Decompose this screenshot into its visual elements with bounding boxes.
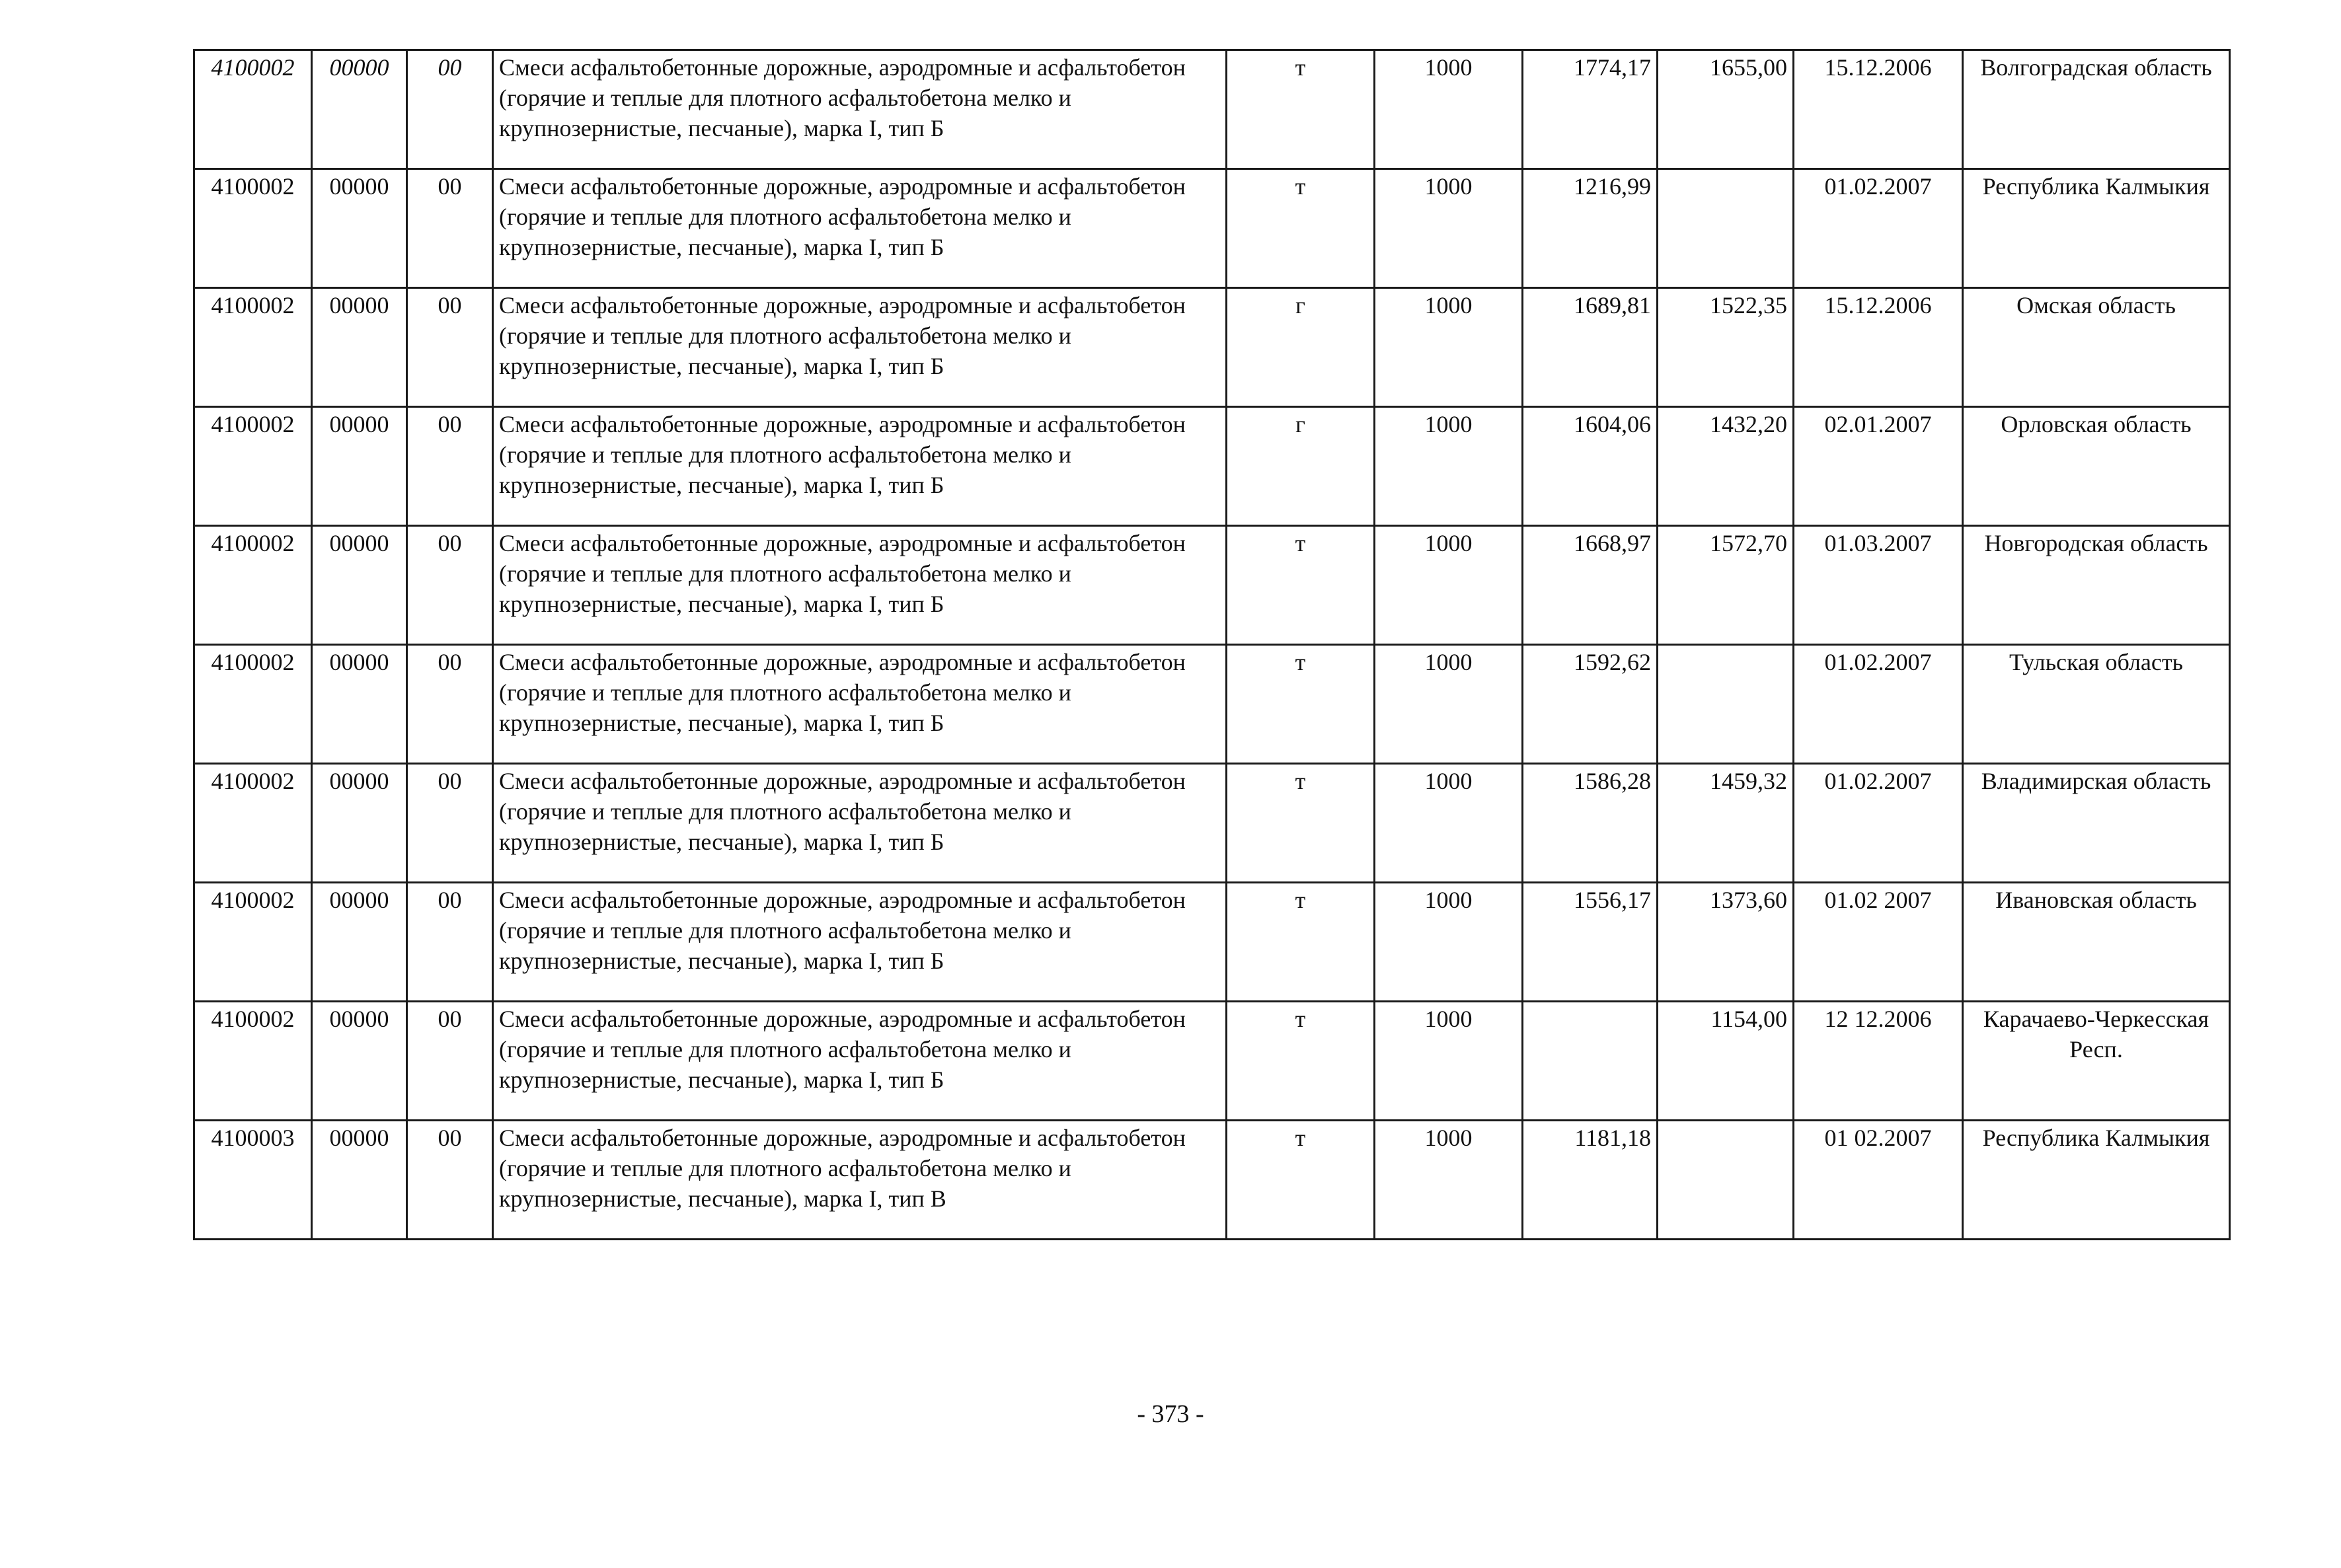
cell-price-2: 1572,70 bbox=[1658, 526, 1794, 645]
cell-group: 00 bbox=[407, 1002, 493, 1121]
cell-unit: т bbox=[1227, 526, 1375, 645]
cell-code: 4100003 bbox=[194, 1121, 312, 1240]
cell-quantity: 1000 bbox=[1375, 1002, 1523, 1121]
cell-group: 00 bbox=[407, 1121, 493, 1240]
cell-date: 01.02.2007 bbox=[1794, 645, 1963, 764]
cell-quantity: 1000 bbox=[1375, 764, 1523, 883]
cell-group: 00 bbox=[407, 288, 493, 407]
cell-unit: г bbox=[1227, 407, 1375, 526]
table-row bbox=[194, 526, 2230, 645]
cell-price-2 bbox=[1658, 169, 1794, 288]
cell-price-1: 1604,06 bbox=[1523, 407, 1658, 526]
cell-price-1: 1592,62 bbox=[1523, 645, 1658, 764]
cell-code: 4100002 bbox=[194, 407, 312, 526]
cell-region: Орловская область bbox=[1963, 407, 2230, 526]
cell-region: Республика Калмыкия bbox=[1963, 169, 2230, 288]
cell-region: Тульская область bbox=[1963, 645, 2230, 764]
cell-price-2: 1522,35 bbox=[1658, 288, 1794, 407]
cell-unit: т bbox=[1227, 1002, 1375, 1121]
cell-subcode: 00000 bbox=[312, 883, 407, 1002]
cell-region: Республика Калмыкия bbox=[1963, 1121, 2230, 1240]
cell-quantity: 1000 bbox=[1375, 883, 1523, 1002]
cell-unit: т bbox=[1227, 50, 1375, 169]
cell-price-2: 1655,00 bbox=[1658, 50, 1794, 169]
table-row bbox=[194, 288, 2230, 407]
cell-date: 15.12.2006 bbox=[1794, 288, 1963, 407]
cell-region: Омская область bbox=[1963, 288, 2230, 407]
cell-unit: т bbox=[1227, 645, 1375, 764]
cell-quantity: 1000 bbox=[1375, 407, 1523, 526]
cell-region: Волгоградская область bbox=[1963, 50, 2230, 169]
cell-region: Новгородская область bbox=[1963, 526, 2230, 645]
cell-group: 00 bbox=[407, 50, 493, 169]
cell-code: 4100002 bbox=[194, 288, 312, 407]
table-body bbox=[194, 50, 2230, 1240]
cell-unit: т bbox=[1227, 883, 1375, 1002]
cell-subcode: 00000 bbox=[312, 50, 407, 169]
cell-price-1 bbox=[1523, 1002, 1658, 1121]
cell-subcode: 00000 bbox=[312, 169, 407, 288]
cell-subcode: 00000 bbox=[312, 1002, 407, 1121]
cell-price-1: 1181,18 bbox=[1523, 1121, 1658, 1240]
cell-subcode: 00000 bbox=[312, 764, 407, 883]
cell-price-1: 1586,28 bbox=[1523, 764, 1658, 883]
cell-name: Смеси асфальтобетонные дорожные, аэродромные и асфальтобетон (горячие и теплые для плотного асфальтобетона мелко и крупнозернистые, песчаные), марка I, тип Б bbox=[493, 169, 1227, 288]
cell-quantity: 1000 bbox=[1375, 526, 1523, 645]
cell-quantity: 1000 bbox=[1375, 1121, 1523, 1240]
cell-name: Смеси асфальтобетонные дорожные, аэродромные и асфальтобетон (горячие и теплые для плотного асфальтобетона мелко и крупнозернистые, песчаные), марка I, тип В bbox=[493, 1121, 1227, 1240]
cell-unit: т bbox=[1227, 764, 1375, 883]
cell-name: Смеси асфальтобетонные дорожные, аэродромные и асфальтобетон (горячие и теплые для плотного асфальтобетона мелко и крупнозернистые, песчаные), марка I, тип Б bbox=[493, 288, 1227, 407]
page-number: - 373 - bbox=[1137, 1400, 1204, 1428]
cell-name: Смеси асфальтобетонные дорожные, аэродромные и асфальтобетон (горячие и теплые для плотного асфальтобетона мелко и крупнозернистые, песчаные), марка I, тип Б bbox=[493, 50, 1227, 169]
cell-name: Смеси асфальтобетонные дорожные, аэродромные и асфальтобетон (горячие и теплые для плотного асфальтобетона мелко и крупнозернистые, песчаные), марка I, тип Б bbox=[493, 526, 1227, 645]
table-row bbox=[194, 50, 2230, 169]
table-row bbox=[194, 764, 2230, 883]
cell-code: 4100002 bbox=[194, 50, 312, 169]
cell-price-2: 1459,32 bbox=[1658, 764, 1794, 883]
cell-date: 01.02 2007 bbox=[1794, 883, 1963, 1002]
cell-subcode: 00000 bbox=[312, 526, 407, 645]
cell-date: 01.02.2007 bbox=[1794, 764, 1963, 883]
cell-quantity: 1000 bbox=[1375, 50, 1523, 169]
cell-price-2 bbox=[1658, 1121, 1794, 1240]
cell-unit: г bbox=[1227, 288, 1375, 407]
cell-name: Смеси асфальтобетонные дорожные, аэродромные и асфальтобетон (горячие и теплые для плотного асфальтобетона мелко и крупнозернистые, песчаные), марка I, тип Б bbox=[493, 883, 1227, 1002]
cell-quantity: 1000 bbox=[1375, 645, 1523, 764]
cell-price-1: 1216,99 bbox=[1523, 169, 1658, 288]
cell-group: 00 bbox=[407, 645, 493, 764]
cell-unit: т bbox=[1227, 1121, 1375, 1240]
cell-code: 4100002 bbox=[194, 764, 312, 883]
cell-quantity: 1000 bbox=[1375, 169, 1523, 288]
cell-group: 00 bbox=[407, 169, 493, 288]
table-row bbox=[194, 1121, 2230, 1240]
cell-quantity: 1000 bbox=[1375, 288, 1523, 407]
cell-code: 4100002 bbox=[194, 1002, 312, 1121]
cell-subcode: 00000 bbox=[312, 645, 407, 764]
cell-date: 15.12.2006 bbox=[1794, 50, 1963, 169]
cell-group: 00 bbox=[407, 883, 493, 1002]
cell-name: Смеси асфальтобетонные дорожные, аэродромные и асфальтобетон (горячие и теплые для плотного асфальтобетона мелко и крупнозернистые, песчаные), марка I, тип Б bbox=[493, 645, 1227, 764]
cell-code: 4100002 bbox=[194, 645, 312, 764]
cell-price-1: 1668,97 bbox=[1523, 526, 1658, 645]
cell-price-2 bbox=[1658, 645, 1794, 764]
cell-price-1: 1774,17 bbox=[1523, 50, 1658, 169]
cell-code: 4100002 bbox=[194, 526, 312, 645]
cell-code: 4100002 bbox=[194, 883, 312, 1002]
cell-name: Смеси асфальтобетонные дорожные, аэродромные и асфальтобетон (горячие и теплые для плотного асфальтобетона мелко и крупнозернистые, песчаные), марка I, тип Б bbox=[493, 764, 1227, 883]
cell-date: 12 12.2006 bbox=[1794, 1002, 1963, 1121]
cell-date: 01.02.2007 bbox=[1794, 169, 1963, 288]
cell-price-1: 1689,81 bbox=[1523, 288, 1658, 407]
cell-region: Владимирская область bbox=[1963, 764, 2230, 883]
cell-group: 00 bbox=[407, 764, 493, 883]
cell-price-2: 1373,60 bbox=[1658, 883, 1794, 1002]
cell-price-2: 1154,00 bbox=[1658, 1002, 1794, 1121]
cell-subcode: 00000 bbox=[312, 288, 407, 407]
cell-group: 00 bbox=[407, 526, 493, 645]
cell-unit: т bbox=[1227, 169, 1375, 288]
table-row bbox=[194, 883, 2230, 1002]
cell-name: Смеси асфальтобетонные дорожные, аэродромные и асфальтобетон (горячие и теплые для плотного асфальтобетона мелко и крупнозернистые, песчаные), марка I, тип Б bbox=[493, 1002, 1227, 1121]
cell-subcode: 00000 bbox=[312, 407, 407, 526]
cell-price-1: 1556,17 bbox=[1523, 883, 1658, 1002]
cell-group: 00 bbox=[407, 407, 493, 526]
table-row bbox=[194, 645, 2230, 764]
cell-date: 02.01.2007 bbox=[1794, 407, 1963, 526]
table-row bbox=[194, 169, 2230, 288]
cell-price-2: 1432,20 bbox=[1658, 407, 1794, 526]
table-row bbox=[194, 407, 2230, 526]
cell-date: 01.03.2007 bbox=[1794, 526, 1963, 645]
cell-code: 4100002 bbox=[194, 169, 312, 288]
cell-region: Карачаево-Черкесская Респ. bbox=[1963, 1002, 2230, 1121]
cell-name: Смеси асфальтобетонные дорожные, аэродромные и асфальтобетон (горячие и теплые для плотного асфальтобетона мелко и крупнозернистые, песчаные), марка I, тип Б bbox=[493, 407, 1227, 526]
cell-date: 01 02.2007 bbox=[1794, 1121, 1963, 1240]
cell-region: Ивановская область bbox=[1963, 883, 2230, 1002]
price-table bbox=[193, 49, 2231, 1240]
cell-subcode: 00000 bbox=[312, 1121, 407, 1240]
table-row bbox=[194, 1002, 2230, 1121]
